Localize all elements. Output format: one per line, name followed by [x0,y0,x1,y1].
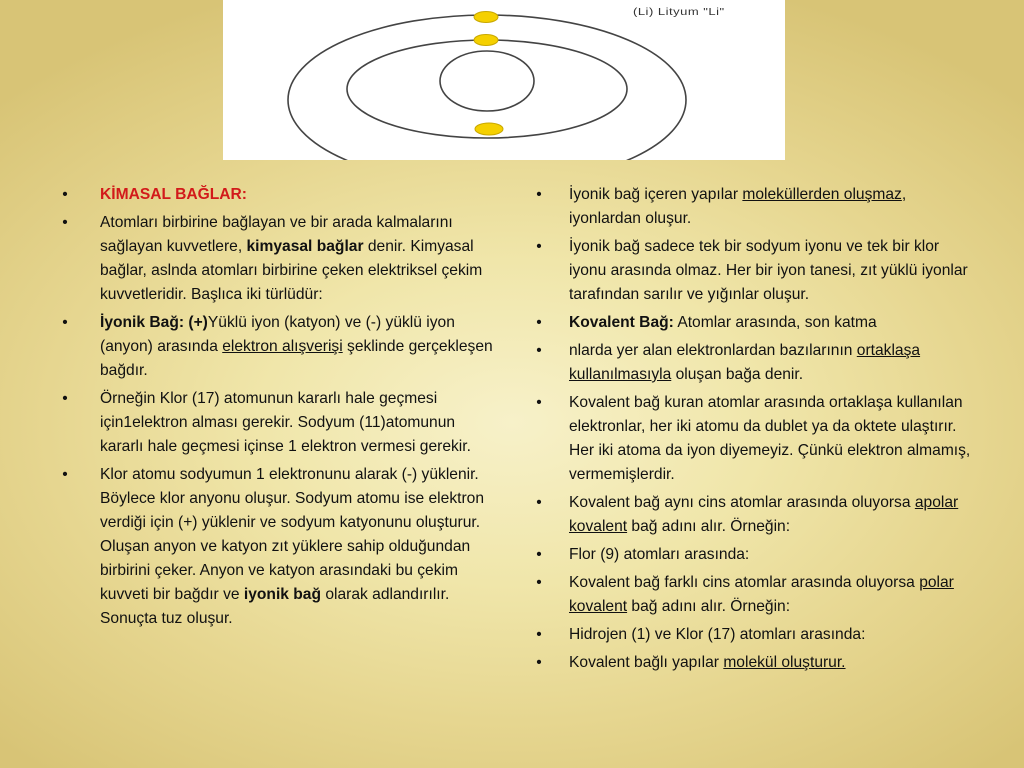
bullet-icon: • [536,546,542,563]
bold-term: İyonik Bağ: (+) [100,314,208,331]
underlined-term: polar kovalent [569,574,954,615]
bullet-text: bağ adını alır. Örneğin: [627,598,791,615]
bullet-text: nlarda yer alan elektronlardan bazılarının [569,342,857,359]
bold-term: kimyasal bağlar [246,238,364,255]
bullet-icon: • [536,314,542,331]
right-bullet-list [532,183,972,679]
underlined-term: elektron alışverişi [222,338,343,355]
electron-bottom [475,123,503,135]
section-heading: KİMASAL BAĞLAR: [100,186,247,203]
bullet-icon: • [536,238,542,255]
bullet-text: Atomlar arasında, son katma [673,314,877,331]
bold-term: iyonik bağ [243,586,322,603]
left-bullet-list [58,183,498,635]
figure-label: (Li) Lityum "Li" [633,6,725,18]
bullet-item [532,623,972,647]
bullet-item [58,211,498,307]
electron-middle [474,35,498,46]
bullet-item [58,311,498,383]
underlined-term: molekül oluşturur. [723,654,846,671]
bullet-item [532,491,972,539]
bullet-text: Kovalent bağlı yapılar [569,654,724,671]
bullet-item [532,391,972,487]
bullet-text: olarak adlandırılır. Sonuçta tuz oluşur. [100,586,450,627]
bullet-text: Kovalent bağ farklı cins atomlar arasında oluyorsa [569,574,920,591]
bullet-text: Atomları birbirine bağlayan ve bir arada kalmalarını sağlayan kuvvetlere, [100,214,453,255]
bullet-item [58,183,498,207]
bullet-text: Yüklü iyon (katyon) ve (-) yüklü iyon (anyon) arasında [100,314,455,355]
bullet-text: Kovalent bağ kuran atomlar arasında ortaklaşa kullanılan elektronlar, her iki atomu da dublet ya da oktete ulaştırır. Her iki atoma da iyon diyemeyiz. Çünkü elektron almamış, vermemişlerdir. [569,394,971,483]
bullet-item [532,571,972,619]
bullet-item [58,387,498,459]
bullet-text: bağ adını alır. Örneğin: [627,518,791,535]
bullet-text: şeklinde gerçekleşen bağdır. [100,338,493,379]
bullet-text: , iyonlardan oluşur. [569,186,907,227]
bullet-item [532,235,972,307]
underlined-term: ortaklaşa kullanılmasıyla [569,342,921,383]
bullet-icon: • [62,214,68,231]
bullet-text: İyonik bağ içeren yapılar [569,186,743,203]
bullet-text: Klor atomu sodyumun 1 elektronunu alarak (-) yüklenir. Böylece klor anyonu oluşur. Sodyum atomu ise elektron verdiği için (+) yüklenir ve sodyum katyonunu oluşturur. Oluşan anyon ve katyon zıt yüklere sahip olduğundan birbirini çeker. Anyon ve katyon arasındaki bu çekim kuvveti bir bağdır ve [100,466,484,603]
bullet-item [532,543,972,567]
bullet-icon: • [536,186,542,203]
bullet-text: Flor (9) atomları arasında: [569,546,750,563]
bullet-icon: • [62,390,68,407]
bullet-icon: • [62,466,68,483]
bullet-text: Kovalent bağ aynı cins atomlar arasında oluyorsa [569,494,915,511]
bullet-icon: • [536,626,542,643]
underlined-term: moleküllerden oluşmaz [742,186,902,203]
bullet-text: oluşan bağa denir. [671,366,804,383]
inner-orbit [440,51,534,111]
underlined-term: apolar kovalent [569,494,959,535]
atom-orbits [223,0,785,160]
bullet-text: Örneğin Klor (17) atomunun kararlı hale geçmesi için1elektron alması gerekir. Sodyum (11)atomunun kararlı hale geçmesi içinse 1 elektron vermesi gerekir. [100,390,471,455]
bold-term: Kovalent Bağ: [569,314,674,331]
bullet-item [532,183,972,231]
bullet-icon: • [536,654,542,671]
bullet-text: İyonik bağ sadece tek bir sodyum iyonu ve tek bir klor iyonu arasında olmaz. Her bir iyon tanesi, zıt yüklü iyonlar tarafından sarılır ve yığınlar oluşur. [569,238,968,303]
bullet-icon: • [536,574,542,591]
electron-top [474,12,498,23]
bullet-item [532,651,972,675]
bullet-icon: • [62,314,68,331]
bullet-item [58,463,498,631]
lithium-atom-diagram [223,0,785,160]
bullet-icon: • [62,186,68,203]
bullet-item [532,311,972,335]
bullet-text: Hidrojen (1) ve Klor (17) atomları arasında: [569,626,866,643]
bullet-icon: • [536,394,542,411]
bullet-icon: • [536,494,542,511]
bullet-text: denir. Kimyasal bağlar, aslnda atomları birbirine çeken elektriksel çekim kuvvetleridir. Başlıca iki türlüdür: [100,238,483,303]
bullet-item [532,339,972,387]
bullet-icon: • [536,342,542,359]
